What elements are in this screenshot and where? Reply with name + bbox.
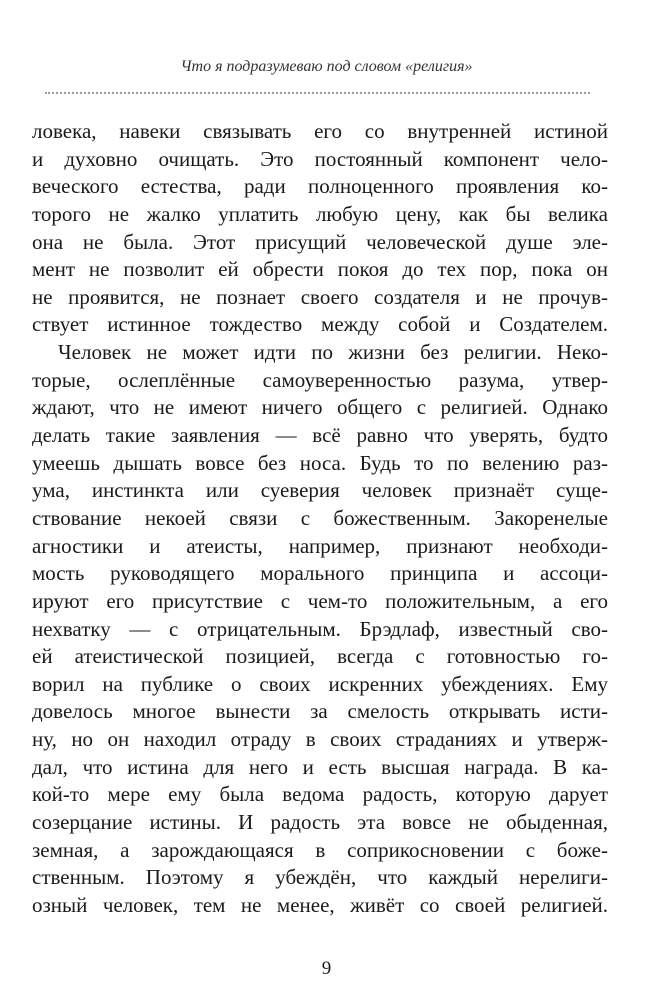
- text-line: земная, а зарождающаяся в соприкосновении с боже-: [32, 837, 608, 862]
- text-line: ворил на публике о своих искренних убеждениях. Ему: [32, 671, 608, 696]
- text-line: созерцание истины. И радость эта вовсе не обыденная,: [32, 810, 608, 835]
- text-line: агностики и атеисты, например, признают необходи-: [32, 533, 608, 558]
- text-line: ей атеистической позицией, всегда с готовностью го-: [32, 644, 608, 669]
- text-line: ловека, навеки связывать его со внутренней истиной: [32, 119, 608, 143]
- paragraph: [32, 339, 608, 919]
- text-line: нехватку — с отрицательным. Брэдлаф, известный сво-: [32, 616, 608, 641]
- text-line: Человек не может идти по жизни без религии. Неко-: [58, 340, 608, 365]
- text-line: не проявится, не познает своего создателя и не прочув-: [32, 284, 608, 309]
- text-line: мость руководящего морального принципа и ассоци-: [32, 561, 608, 586]
- text-line: ственным. Поэтому я убеждён, что каждый нерелиги-: [32, 865, 608, 890]
- text-line: довелось многое вынести за смелость открывать исти-: [32, 699, 608, 724]
- text-line: она не была. Этот присущий человеческой душе эле-: [32, 229, 608, 254]
- header-divider: [45, 92, 590, 94]
- running-head: Что я подразумеваю под словом «религия»: [180, 58, 473, 75]
- text-line: дал, что истина для него и есть высшая награда. В ка-: [32, 754, 608, 779]
- page-number: 9: [321, 958, 332, 979]
- text-line: торого не жалко уплатить любую цену, как бы велика: [32, 201, 608, 226]
- text-line: ируют его присутствие с чем-то положительным, а его: [32, 588, 608, 613]
- paragraph: [32, 118, 608, 339]
- text-line: торые, ослеплённые самоуверенностью разума, утвер-: [32, 367, 608, 392]
- text-line: кой-то мере ему была ведома радость, которую дарует: [32, 782, 608, 807]
- text-line: мент не позволит ей обрести покоя до тех пор, пока он: [32, 257, 608, 282]
- text-line: делать такие заявления — всё равно что уверять, будто: [32, 423, 608, 448]
- body-text: [32, 118, 608, 920]
- text-line: ствует истинное тождество между собой и Создателем.: [32, 312, 608, 337]
- text-line: умеешь дышать вовсе без носа. Будь то по велению раз-: [32, 450, 608, 475]
- text-line: озный человек, тем не менее, живёт со своей религией.: [32, 892, 608, 917]
- text-line: ствование некоей связи с божественным. Закоренелые: [32, 505, 608, 530]
- text-line: ума, инстинкта или суеверия человек признаёт суще-: [32, 478, 608, 503]
- text-line: ждают, что не имеют ничего общего с религией. Однако: [32, 395, 608, 420]
- text-line: и духовно очищать. Это постоянный компонент чело-: [32, 146, 608, 171]
- text-line: ну, но он находил отраду в своих страданиях и утверж-: [32, 727, 608, 752]
- text-line: веческого естества, ради полноценного проявления ко-: [32, 174, 608, 199]
